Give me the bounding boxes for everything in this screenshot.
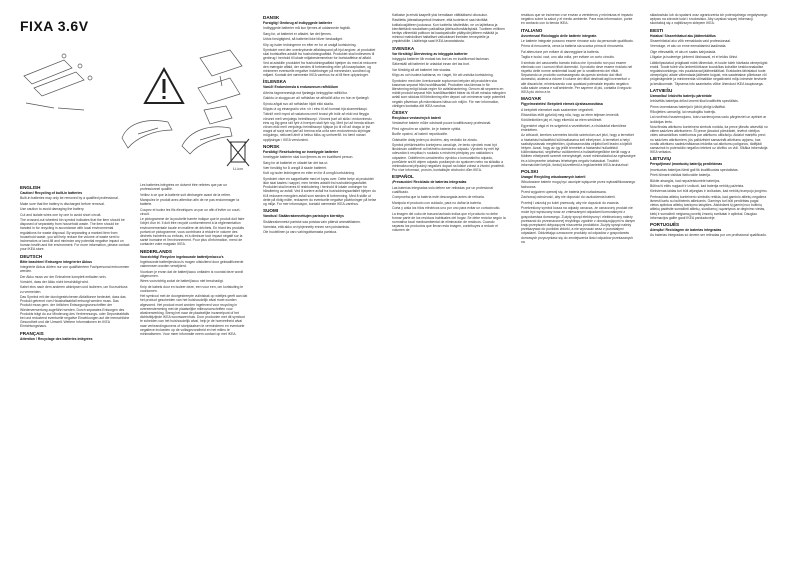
section-subheading: Figyelmeztetés! Beépített elemek újrahasznosítása [521, 102, 603, 107]
paragraph: Przetnij i zaizoluj po kolei przewody, aby nie dopuścić do zwarcia. [521, 200, 620, 205]
section-heading: SVENSKA [392, 45, 415, 51]
column-5 [521, 13, 636, 563]
paragraph: Knip de kabels door en isoleer deze, een voor een, om kortsluiting te voorkomen. [140, 284, 244, 293]
paragraph: Manipula el producto con cuidado, para no dañar la batería. [392, 200, 482, 205]
product-title: FIXA 3.6V [20, 18, 89, 34]
paragraph: Ole huolellinen ja varo vahingoittamasta paristoa. [263, 230, 338, 235]
section-heading: FRANÇAIS [20, 330, 44, 336]
section-subheading: Forsiktig! Resirkulering av innebygde batterier [263, 149, 339, 154]
paragraph: Varmista, että akku on tyhjennetty ennen sen poistamista. [263, 224, 350, 229]
section-subheading: Avvertenza! Riciclaggio delle batterie integrate. [521, 33, 598, 38]
paragraph: Symbol přeškrtnutého kontejneru označuje, že tento výrobek musí být likvidován odděleně od běžného domácího odpadu. Výrobek by měl být odevzdán k recyklaci v souladu s místními předpisy pro nakládání s odpadem. Oddělením označeného výrobku z komunálního odpadu, pomůžete snížit objem odpadu posílaných do spaloven nebo na skládku a minimalizovat případný negativní dopad na lidské zdraví a životní prostředí. Pro více informací, prosím, kontaktujte obchodní dům IKEA. [392, 142, 506, 173]
section-heading: ENGLISH [20, 185, 41, 190]
paragraph: Il simbolo del cassonetto barrato indica che il prodotto non può essere eliminato con i comuni rifiuti domestici. Il prodotto deve essere riciclato nel rispetto delle norme ambientali locali per lo smaltimento dei rifiuti. Separando un prodotto contrassegnato da questo simbolo dai rifiuti domestici, aiuterai a ridurre il volume dei rifiuti destinati agli inceneritori o alle discariche, minimizzando così qualsiasi potenziale impatto negativo sulla salute umana e sull'ambiente. Per saperne di più, contatta il negozio IKEA più vicino a te. [521, 60, 633, 94]
section-subheading: Bitte beachten! Entsorgen integrierter Akkus [20, 259, 93, 264]
paragraph: Vestavěné baterie může odstranit pouze kvalifikovaný profesionál. [392, 121, 492, 126]
paragraph: Udvis forsigtighed, så batteriet ikke bliver beskadiget. [263, 37, 343, 42]
paragraph: Use caution to avoid damaging the battery. [20, 207, 85, 212]
paragraph: Veenduge, et aku on enne eemaldamist laadimata. [650, 44, 727, 49]
paragraph: Pirms izņemšanas baterijai ir jābūt pilnīgi izlādētai. [650, 104, 726, 109]
paragraph: Le pictogramme de la poubelle barrée indique que le produit doit faire l'objet d'un tri. Il doit être recyclé conformément à la réglementation environnementale locale en matière de déchets. En triant les produits portant ce pictogramme, vous contribuez à réduire le volume des déchets incinérés ou enfouis, et à diminuer tout impact négatif sur la santé humaine et l'environnement. Pour plus d'information, merci de contacter votre magasin IKEA. [140, 217, 245, 247]
paragraph: Innebygde batterier skal kun fjernes av en kvalifisert person. [263, 155, 354, 160]
section-subheading: Uwaga! Recykling wbudowanych baterii [521, 174, 586, 179]
section-subheading: Forsigtig! Genbrug af indbyggede batterier [263, 21, 333, 25]
paragraph: Lai novērstu īssavienojumu, kotru savienojuma vadu pārgrieziet un aptiniet ar izolācijas lentu. [650, 115, 767, 124]
column-6 [650, 13, 768, 563]
paragraph: Vorsicht, dass der Akku nicht beschädigt wird. [20, 279, 89, 284]
section-heading: MAGYAR [521, 96, 541, 102]
paragraph: Kabel eins nach dem anderen abknipsen und isolieren, um Kurzschluss zu vermeiden. [20, 285, 128, 294]
paragraph: Make sure that the battery is discharged before removal. [20, 201, 105, 206]
paragraph: Před vyjmutím se ujistěte, že je baterie vybitá. [392, 126, 461, 131]
section-subheading: Perspėjimas! Įmontuotų baterijų perdirbimas [650, 162, 723, 167]
paragraph: Symbolet viser en søppelbøtte med et kryss over. Dette betyr at produktet ikke skal kastes i søppel, men hentes adskilt fra husholdningsavfallet. Produktet skal leveres til resirkulering i henhold til lokale ordninger for håndtering av avfall. Ved å sortere avfall fra husholdningsavfallet hjelper du til å redusere mengden avfall som sendes til forbrenning. Med å skille ut dette på riktig måte, reduserer du eventuelle negative påvirkninger på helse og miljø. For mer informasjon, kontakt nærmeste IKEA-varehus. [263, 176, 377, 206]
section-heading: ÍSLENSKA [263, 79, 287, 85]
paragraph: Das Symbol mit der durchgestrichenen Abfalltonne bedeutet, dass das Produkt getrennt vom Haushaltsabfall entsorgt werden muss. Das Produkt muss gem. der örtlichen Entsorgungsvorschriften der Wiederverwertung zugeführt werden. Durch separates Entsorgen des Produkts trägt du zur Minderung des Verbrennungs- oder Deponieabfalls bei und reduzierst eventuelle negative Einwirkungen auf die menschliche Gesundheit und die Umwelt. Weitere Informationen im IKEA Einrichtungshaus. [20, 294, 130, 329]
paragraph: The crossed-out wheeled bin symbol indicates that the item should be disposed of separately from household waste. The item should be handed in for recycling in accordance with local environmental regulations for waste disposal. By separating a marked item from household waste, you will help reduce the volume of waste sent to incinerators or land-fill and minimize any potential negative impact on human health and the environment. For more information, please contact your IKEA store. [20, 217, 130, 252]
section-subheading: Atenção! Reciclagem de baterias integradas [650, 227, 722, 232]
paragraph: Aðeins fagmenneskja má fjarlægja innbyggðar rafhlöður. [263, 90, 348, 95]
paragraph: Būtina iš eilės nupjauti ir izoliuoti, kad baterija nebūtų pažeista. [650, 183, 745, 188]
section-heading: ESPAÑOL [392, 174, 414, 180]
paragraph: Klip og isoler ledningerne en efter en for at undgå kortslutning. [263, 42, 357, 47]
paragraph: Egyenként vágd el és szigeteld a vezetékeket, a rövidzárlat elkerülése érdekében. [521, 123, 627, 132]
section-subheading: Varoitus! Sisäänrakennettujen paristojen kierrätys [263, 214, 344, 219]
column-4 [392, 13, 507, 563]
paragraph: Katkaise ja eristä kaapelit yksi kerrallaan välttääksesi oikosulun. [392, 13, 488, 17]
paragraph: Rīkojieties uzmanīgi, lai nesabojātu bateriju. [650, 109, 717, 114]
paragraph: Odstraňte dráty jeden po druhém, aby nedošlo ke zkratu. [392, 137, 478, 142]
paragraph: Eltávolítás előtt győződj meg róla, hogy az elem teljesen lemerült. [521, 112, 620, 117]
paragraph: Symbolet med den overkrydsede affaldsspand på hjul angiver, at produktet skal bortskaffes adskilt fra husholdningsaffald. Produktet skal indleveres til genbrug i henhold til lokale miljøbestemmelser for bortskaffelse af affald. Ved at adskille produktet fra husholdningsaffald hjælper du med at reducere den mængde affald, der sendes til forbrænding eller på lossepladser, og minimerer eventuelle negative indvirkninger på mennesker, sundhed og miljøet. Kontakt det nærmeste IKEA varehus for at få flere oplysninger. [263, 47, 377, 78]
paragraph: Olge ettevaatlik, et aku ei saaks kahjustada. [650, 49, 717, 54]
paragraph: Sørg for, at batteriet er afladet, før det fjernes. [263, 31, 332, 36]
section-heading: DEUTSCH [20, 253, 43, 259]
paragraph: Symbolen med den överkorsade soptunnan betyder att produkten ska kasseras separat från hushållsavfall. Produkten ska lämnas in för återvinning enligt lokala regler för avfallshantering. Genom att separera en märkt produkt separat från hushållsavfallet bidrar du till att minska mängden avfall som skickas till förbränning eller deponi och minimerar varje potentiell negativ påverkan på människans hälsa och miljön. För mer information, vänligen kontakta ditt IKEA varuhus. [392, 78, 506, 108]
paragraph: Įmontuotas baterijas išimti gali tik kvalifikuotas specialistas. [650, 167, 739, 172]
section-subheading: Voorzichtig! Recyclen ingebouwde batterijen/accu's [140, 254, 224, 259]
hand-tool-icon [118, 108, 176, 154]
paragraph: As baterias integradas só devem ser retiradas por um profissional qualificado. [650, 233, 767, 238]
section-heading: PORTUGUÊS [650, 221, 680, 227]
paragraph: Indbyggede batterier må kun fjernes af uddannede fagfolk. [263, 26, 351, 31]
paragraph: Comprueba que la batería esté descargada antes de retirarla. [392, 195, 485, 200]
section-subheading: Attention ! Recyclage des batteries intégrées [20, 336, 93, 341]
paragraph: Sørg for at batteriet er utladet før det tas ut. [263, 160, 329, 165]
paragraph: Prima di rimuoverla, cerca la batteria sia scarica prima di rimuoverla. [521, 44, 624, 49]
paragraph: Przed wyjęciem upewnij się, że bateria jest rozładowana. [521, 189, 607, 194]
section-heading: EESTI [650, 27, 664, 33]
paragraph: Fai attenzione per evitare di danneggiare la batteria. [521, 49, 600, 54]
paragraph: Var försiktig så att batteriet inte skadas. [392, 67, 452, 72]
section-heading: SUOMI [263, 208, 279, 214]
paragraph: Sisseehitatud aku võib eemaldada vaid professionaal. [650, 39, 731, 43]
paragraph: La imagen del cubo de basura tachado indica que el producto no debe formar parte de los residuos habituales del hogar. Se debe reciclar según la normativa local medioambiental de eliminación de residuos. Cuando separas los productos que llevan esta imagen, contribuyes a reducir el volumen de [392, 211, 506, 233]
screwdriver-disassembly-illustration [14, 48, 104, 116]
section-subheading: Varúð! Endurvinnsla á endurunnum rafhlöðum [263, 85, 338, 90]
paragraph: Prieš išimant visiškai išeikvokite baterija. [650, 173, 711, 178]
paragraph: Voorkom je ervan dat de batterij/accu ontladen is voordat deze wordt uitgenomen. [140, 269, 244, 278]
paragraph: Klipptu á og einangraðu víra: vír í einu til að komast hjá skammhlaupi. [263, 106, 368, 111]
paragraph: Nosvītrotas atkritumu konteinera simbols norāda, ka prece jāievāc atsevišķi no citiem sadzīves atkritumiem. Šī prece jānodod pārstrādei, ievērot vietējos vides aizsardzības noteikumus par atkritumu utilizāciju. Atdalot marķētu preci no sadzīves atkritumiem, jūs palīdzēsiet samazināt atkritumu apjomu, kas nonāk atkritumu sadedzināšanas iekārtās vai atkritumu poligonos, tādējādi samazinot to potenciālo negatīvo ietekmi uz cilvēku un vidi. Sīkāka informācija IKEA veikalos. [650, 124, 768, 155]
bin-label: Li-ion [233, 166, 243, 171]
paragraph: Körültekintően járj el, hogy elkerüld az elem sérülését. [521, 118, 603, 123]
paragraph: Vær forsiktig for å unngå å skade batteriet. [263, 165, 328, 170]
section-heading: POLSKI [521, 168, 539, 174]
section-subheading: Caution! Recycling of built-in batteries [20, 191, 83, 195]
paragraph: Veillez à ce que la batterie soit déchargée avant de la retirer. [140, 192, 231, 197]
section-heading: DANSK [263, 15, 280, 20]
paragraph: Wbudowane baterie mogą być usunięte wyłącznie przez wykwalifikowanego fachowca. [521, 180, 636, 189]
crossed-bin-icon [224, 136, 252, 172]
paragraph: Wees voorzichtig zodat de batterij/accu niet beschadigt. [140, 279, 224, 284]
paragraph: Būkite atsargūs, kad nepažeistumėte baterijos. [650, 178, 721, 183]
section-heading: LATVIEŠU [650, 87, 673, 93]
paragraph: Iebūvētās baterijas drīkst izņemt tikai kvalificēts speciālists. [650, 99, 739, 104]
column-3 [263, 13, 378, 563]
section-subheading: Var försiktig! Återvinning av inbyggda batterier [392, 51, 468, 56]
section-heading: ČESKY [392, 109, 408, 115]
paragraph: Zachowaj ostrożność, aby nie dopuścić do uszkodzenia baterii. [521, 195, 616, 200]
paragraph: Kiekvienas laidas turi būti atjungtas ir izoliuotas, kad nebūtų trumpojo jungimo. [650, 189, 768, 194]
paragraph: Klipp av och isolera kablarna, en i taget, för att undvika kortslutning. [392, 73, 494, 78]
paragraph: Las baterías integradas solo deben ser retiradas por un profesional cualificado. [392, 185, 493, 194]
paragraph: A beépített elemeket csak szakember végezheti. [521, 107, 594, 112]
paragraph: Gakktu úr skugga um að rafhlaðan sé afhlaðið áður en hún er fjarlægð. [263, 96, 370, 101]
paragraph: składowisko lub do spalarni oraz ograniczenia ich potencjalnego negatywnego wpływu na zdrowie ludzi i środowisko. Aby uzyskać więcej informacji, skontaktuj się z najbliższym sklepem IKEA. [650, 13, 768, 26]
paragraph: Built-in batteries may only be removed by a qualified professional. [20, 196, 119, 201]
paragraph: Kutt og isoler ledningene en etter en for å unngå kortslutning. [263, 171, 355, 176]
paragraph: Säkerställ att batteriet är urladdat innan det tas bort. [392, 62, 471, 67]
section-heading: NORSK [263, 143, 280, 149]
paragraph: Perbrauktas atliekų konteinerio simbolis reiškia, kad gaminio atliekų negalima išmesti kartu su buitinėmis atliekomis. Gaminys turi būti perdirbtas pagal vietos aplinkos atliekų tvarkymo taisykles. Atskirdami šį gaminį nuo buitinių atliekų padėsite sumažinti atliekų, siunčiamų į sąvartynus ar deginimo vietas, kiekį ir sumažinti neigiamą poveikį žmonių sveikatai ir aplinkai. Daugiau informacijos galite gauti IKEA parduotuvėje. [650, 194, 767, 220]
paragraph: Az áthúzott, kerekes szemetes tárolók szimbólum azt jelzi, hogy a terméket a háztartási hulladéktól különválasztva kell elhelyezni. A terméket a helyi szabályozásnak megfelelően, újrahasznosítás céljából kell leadni a kijelölt helyen. Azzal, hogy az így jelölt terméket a háztartási hulladéktól különválasztod, segíthetsz csökkenteni a hulladékégetőkbe került vagy a földben elhelyezett szemét mennyiségét, ezzel minimalizálod az egészségre és a környezetre ártalmas lehetséges negatív hatásokat. További információért kérjük, fordulj közvetlenül a legközelebbi IKEA áruházhoz! [521, 133, 636, 167]
paragraph: Sýndu aðgát svo að rafhlaðan hljóti ekki skaða. [263, 101, 334, 106]
paragraph: Lõigake ja isoleerige juhtmed ükshaaval, et ei tekiks lühist. [650, 55, 738, 60]
section-heading: ITALIANO [521, 27, 543, 33]
section-subheading: Uzmanību! Iebūvēto bateriju pārstrāde [650, 93, 712, 98]
paragraph: Cut and isolate wires one by one to avoid short circuit. [20, 212, 102, 217]
paragraph: Integrierte Akkus dürfen nur von qualifiziertem Fachpersonal entnommen werden. [20, 264, 130, 274]
paragraph: Coupez et isolez les fils électriques un par un afin d'éviter un court-circuit. [140, 207, 241, 216]
paragraph: Der Akku muss vor der Entnahme komplett entladen sein. [20, 274, 107, 279]
paragraph: residuos que se incineran o se envían a vertederos y minimizas el impacto negativo sobre la salud y el medio ambiente. Para más información, ponte en contacto con tu tienda IKEA. [521, 13, 633, 26]
section-subheading: Recyklace vestavěných baterií [392, 115, 442, 120]
paragraph: Le batterie integrate possono essere rimosse solo da personale qualificato. [521, 39, 634, 43]
paragraph: Inbyggda batterier får endast tas bort av en kvalificerad fackman. [392, 57, 490, 61]
section-subheading: Hoiatus! Sisseehitatud aku jäätmekäitlus [650, 33, 716, 38]
warning-icon [142, 66, 186, 106]
section-heading: NEDERLANDS [140, 248, 172, 254]
paragraph: Les batteries intégrées ne doivent être retirées que par un professionnel qualifié. [140, 183, 228, 192]
column-2 [140, 183, 248, 563]
paragraph: Przekreślony symbol kosza na odpady oznacza, że oznaczony produkt nie może być wyrzucany wraz ze zmieszanymi odpadami komunalnymi z gospodarstwa domowego. Zużyty sprzęt elektryczny i elektroniczny należy przekazać do przeznaczonej recyklingu zgodnie z obowiązującymi w danym kraju przepisami dotyczącymi niszczenia produktów. Zużyty sprzęt należy przekazywać do punktów zbiórki, a nie wyrzucać wraz z pozostałymi odpadami. Oddzielając oznaczone produkty od odpadów z gospodarstw domowych przyczyniasz się do zmniejszenia ilości odpadów przekazanych na [521, 206, 636, 244]
paragraph: Buďte opatrní, ať baterii nepoškodíte. [392, 132, 449, 137]
paragraph: Het symbool met de doorgestreepte vuilnisbak op wieltjes geeft aan dat het product gescheiden van het huishoudelijk afval moet worden afgevoerd. Het product moet worden ingeleverd voor recycling in overeenstemming met de plaatselijke milieuvoorschriften voor afvalverwerking. Breng het naar de plaatselijke inzamelpunt of het dichtstbijzijnde IKEA woonwarenhuis. Door producten met dit symbool te scheiden van het huishoudelijk afval, help je de hoeveelheid afval naar verbrandingsovens of stortplaatsen te verminderen en eventuele negatieve invloeden op de volksgezondheid en het milieu te minimaliseren. Voor meer informatie neem contact op met IKEA. [140, 294, 248, 336]
paragraph: Sisäänrakennetut paristot saa poistaa vain pätevä ammattilainen. [263, 219, 362, 224]
paragraph: Läbikriipsutatud prügikasti märk tähendab, et toode tuleb hävitada olmeprügist eraldi. Toode tuleb viia ümbertöötlusse kooskõlas kohalike keskkonnakaitse regulatsioonidega, mis puudutavad jäätmekäitlust. Eraldades tähistatud toote olmeprügist, aitate vähendada jäätmete kogust, mis saadetakse põletusse või prügimägedele ja minimeerida võimalikke negatiivseid mõju inimeste tervisele ja keskkonnale. Täpsema info saamiseks võtke ühendust IKEA kauplusega. [650, 60, 768, 86]
column-1 [20, 183, 130, 563]
paragraph: Táknið með mynd af ruslatunnu með krossi yfir bólir að ekki má fleygja vörunni með venjulegu heimilissorpi. Vörunni þarf að skila í endurvinnslu eins og lög gera ráð fyrir á hverjum stað fyrir sig. Með því að henda slíkum vörum ekki með venjulegu heimilissorpi hjálpar þú til við að draga úr því magni af sorpi sem þarf að brenna eða urða sem endurvinnstu stýringar mögulegu, neikvæð áhrif á heilsu fólks og umhverfið. Þú færð nánari upplýsingar í IKEA versluninni. [263, 112, 375, 142]
paragraph: Ingebouwde batterijen/accu's mogen uitsluitend door gekwalificeerde vakmensen worden verwijderd. [140, 259, 244, 269]
paragraph: Corta y aísla los hilos eléctricos uno por uno para evitar un cortocircuito. [392, 206, 501, 211]
section-subheading: ¡Precaución! Reciclado de baterías integradas [392, 180, 467, 185]
section-heading: LIETUVIŲ [650, 156, 671, 162]
paragraph: Manipulez le produit avec attention afin de ne pas endommager la batterie. [140, 197, 240, 207]
paragraph: Rastitettu jäteastiasymboli ilmaisee, että tuotetta ei saa hävittää kotitalousjätteen joukossa. Kun tuotteita hävitetään, ne on lajiteltava ja kierrätettävä noudattaen paikallisia jätehuoltomääräyksiä. Tuotteen erillinen keräys vähentää polttoon tai kaatopaikoille päätyvän jätteen määrää ja minimoi mahdolliset haitalliset vaikutukset ihmisten terveydelle ja ympäristölle. Lisätietoja saat IKEA-tavaratalosta. [392, 18, 505, 44]
paragraph: Taglia e isola i cavi, uno alla volta, per evitare un corto circuito. [521, 55, 615, 60]
